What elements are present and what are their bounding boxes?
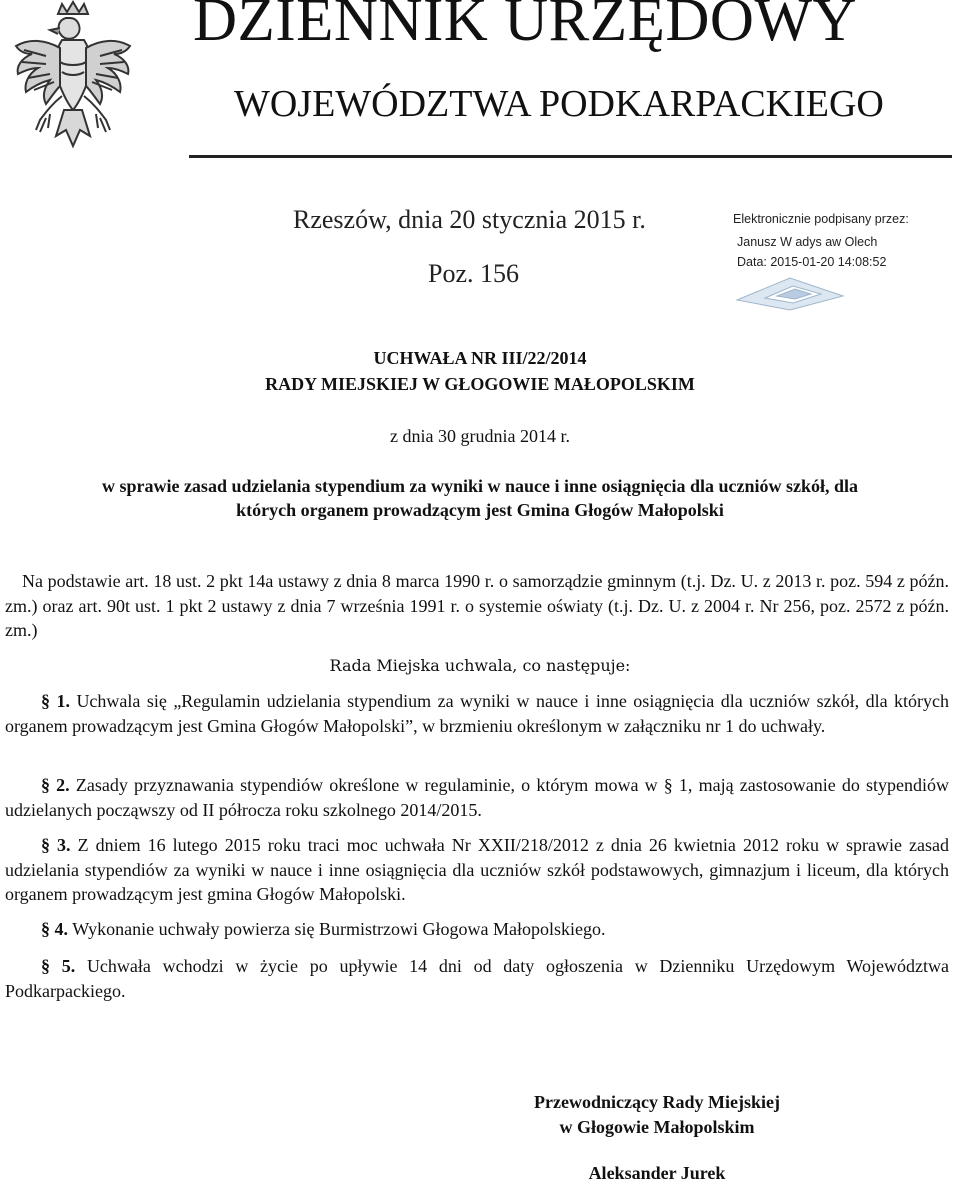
paragraph-number: § 1. <box>41 691 70 711</box>
paragraph-4 <box>5 917 949 942</box>
paragraph-text: Zasady przyznawania stypendiów określone w regulaminie, o którym mowa w § 1, mają zastosowanie do stypendiów udzielanych począwszy od II półrocza roku szkolnego 2014/2015. <box>5 775 950 820</box>
signature-date: Data: 2015-01-20 14:08:52 <box>737 255 887 269</box>
signer-role-line-1: Przewodniczący Rady Miejskiej <box>534 1092 780 1112</box>
paragraph-5 <box>5 954 949 1003</box>
paragraph-number: § 5. <box>41 956 76 976</box>
paragraph-2 <box>5 773 949 822</box>
journal-title: DZIENNIK URZĘDOWY <box>193 0 858 54</box>
enacting-clause: Rada Miejska uchwala, co następuje: <box>329 656 631 675</box>
paragraph-number: § 4. <box>41 919 68 939</box>
publication-date: Rzeszów, dnia 20 stycznia 2015 r. <box>293 205 646 234</box>
preamble: Na podstawie art. 18 ust. 2 pkt 14a ustawy z dnia 8 marca 1990 r. o samorządzie gminnym (t.j. Dz. U. z 2013 r. poz. 594 z późn. zm.) oraz art. 90t ust. 1 pkt 2 ustawy z dnia 7 września 1991 r. o systemie oświaty (t.j. Dz. U. z 2004 r. Nr 256, poz. 2572 z późn. zm.) <box>5 571 949 640</box>
paragraph-text: Uchwala się „Regulamin udzielania stypendium za wyniki w nauce i inne osiągnięcia dla uczniów szkół, dla których organem prowadzącym jest Gmina Głogów Małopolski”, w brzmieniu określonym w załączniku nr 1 do uchwały. <box>5 691 950 736</box>
signature-signer: Janusz W adys aw Olech <box>737 235 878 249</box>
paragraph-text: Z dniem 16 lutego 2015 roku traci moc uchwała Nr XXII/218/2012 z dnia 26 kwietnia 2012 roku w sprawie zasad udzielania stypendiów za wyniki w nauce i inne osiągnięcia dla uczniów szkół podstawowych, gimnazjum i liceum, dla których organem prowadzącym jest gmina Głogów Małopolski. <box>5 835 950 904</box>
paragraph-1 <box>5 689 949 738</box>
resolution-council: RADY MIEJSKIEJ W GŁOGOWIE MAŁOPOLSKIM <box>265 374 695 394</box>
signature-stamp-icon <box>735 270 845 312</box>
paragraph-text: Uchwała wchodzi w życie po upływie 14 dni od daty ogłoszenia w Dzienniku Urzędowym Województwa Podkarpackiego. <box>5 956 949 1001</box>
resolution-subject-line-1: w sprawie zasad udzielania stypendium za wyniki w nauce i inne osiągnięcia dla uczniów szkół, dla <box>101 476 859 496</box>
resolution-subject-line-2: których organem prowadzącym jest Gmina Głogów Małopolski <box>236 500 724 520</box>
paragraph-number: § 3. <box>41 835 71 855</box>
paragraph-3 <box>5 833 949 907</box>
paragraph-text: Wykonanie uchwały powierza się Burmistrzowi Głogowa Małopolskiego. <box>72 919 606 939</box>
header-divider <box>189 155 952 158</box>
paragraph-number: § 2. <box>41 775 70 795</box>
publication-position: Poz. 156 <box>428 259 519 288</box>
resolution-number: UCHWAŁA NR III/22/2014 <box>373 348 587 368</box>
polish-eagle-emblem-icon <box>6 0 140 164</box>
signer-name: Aleksander Jurek <box>588 1163 726 1183</box>
electronic-signature-block[interactable] <box>733 212 943 312</box>
signature-label: Elektronicznie podpisany przez: <box>733 212 909 226</box>
journal-subtitle: WOJEWÓDZTWA PODKARPACKIEGO <box>234 83 884 125</box>
resolution-date: z dnia 30 grudnia 2014 r. <box>390 426 570 446</box>
signer-role-line-2: w Głogowie Małopolskim <box>559 1117 755 1137</box>
